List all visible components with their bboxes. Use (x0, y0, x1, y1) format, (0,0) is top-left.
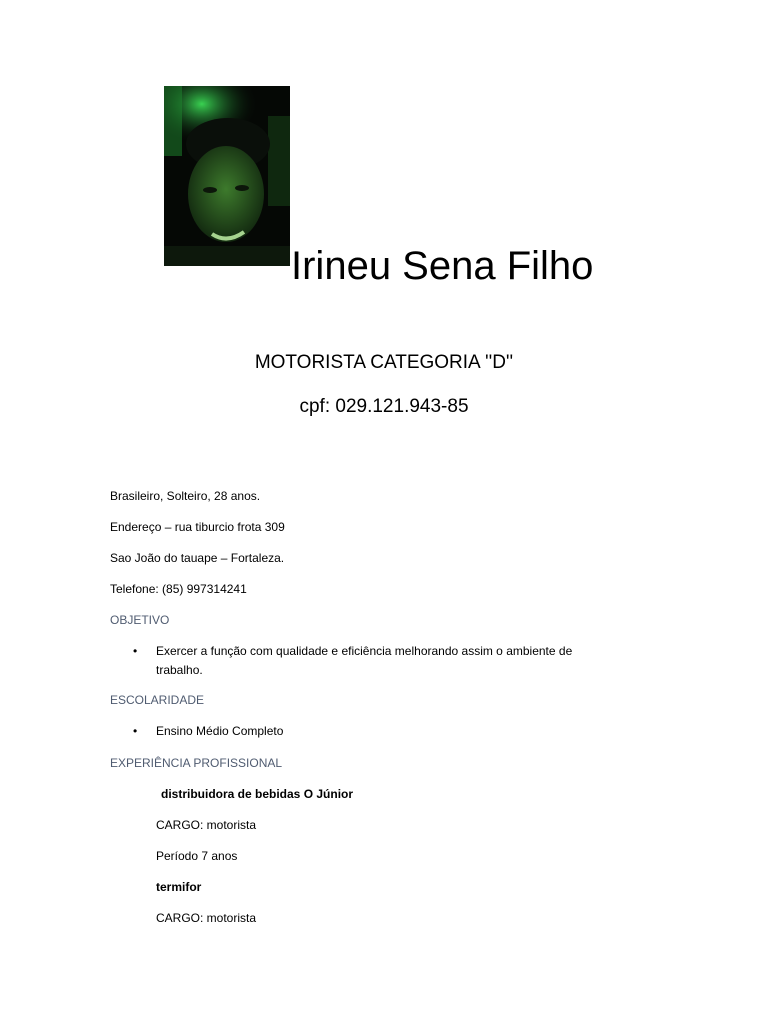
job-company: termifor (156, 880, 202, 894)
job-role: CARGO: motorista (156, 911, 257, 925)
objective-heading: OBJETIVO (110, 613, 170, 627)
candidate-name: Irineu Sena Filho (291, 244, 594, 288)
bullet-icon: • (133, 644, 138, 658)
job-company: distribuidora de bebidas O Júnior (161, 787, 354, 801)
job-role: CARGO: motorista (156, 818, 257, 832)
education-item: Ensino Médio Completo (156, 724, 284, 738)
objective-text-line-1: Exercer a função com qualidade e eficiência melhorando assim o ambiente de (156, 644, 573, 658)
education-heading: ESCOLARIDADE (110, 693, 205, 707)
address: Endereço – rua tiburcio frota 309 (110, 520, 285, 534)
profile-photo (164, 86, 290, 266)
job-title: MOTORISTA CATEGORIA ''D'' (254, 352, 514, 373)
objective-text-line-2: trabalho. (156, 663, 203, 677)
profile-photo-icon (164, 86, 290, 266)
cpf-number: cpf: 029.121.943-85 (299, 396, 469, 417)
job-period: Período 7 anos (156, 849, 238, 863)
city: Sao João do tauape – Fortaleza. (110, 551, 285, 565)
bullet-icon: • (133, 724, 138, 738)
personal-info: Brasileiro, Solteiro, 28 anos. (110, 489, 261, 503)
phone: Telefone: (85) 997314241 (110, 582, 247, 596)
experience-heading: EXPERIÊNCIA PROFISSIONAL (110, 756, 283, 770)
